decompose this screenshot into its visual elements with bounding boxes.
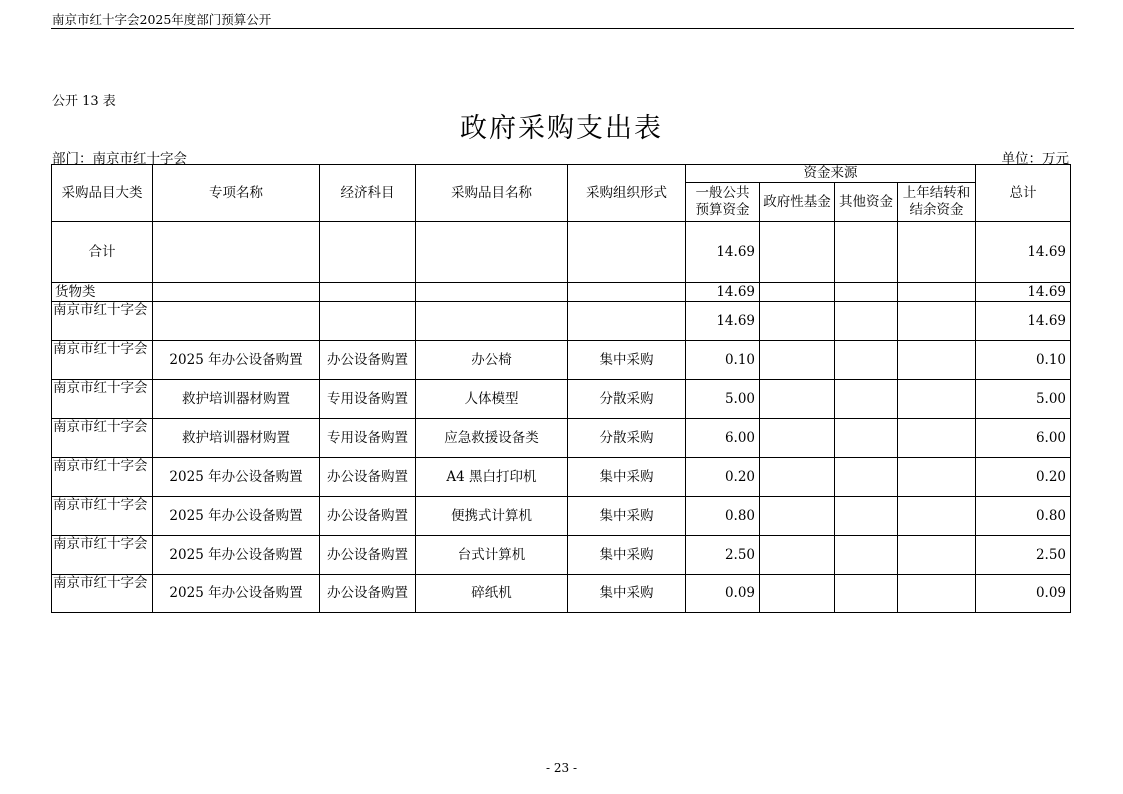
cell-economic: 专用设备购置 xyxy=(320,380,416,419)
cell-form: 集中采购 xyxy=(568,575,686,613)
table-row xyxy=(52,575,1071,613)
cell-form: 集中采购 xyxy=(568,458,686,497)
cell-gov-fund xyxy=(760,419,835,458)
cell-total: 0.20 xyxy=(976,458,1071,497)
table-row xyxy=(52,222,1071,283)
cell-general-budget: 0.10 xyxy=(686,341,760,380)
cell-project: 2025 年办公设备购置 xyxy=(153,575,320,613)
cell-total: 0.09 xyxy=(976,575,1071,613)
cell-economic: 办公设备购置 xyxy=(320,341,416,380)
page-number: - 23 - xyxy=(545,761,577,775)
cell-project: 2025 年办公设备购置 xyxy=(153,458,320,497)
cell-other-funds xyxy=(835,419,898,458)
header-general-budget xyxy=(686,183,760,222)
table-row xyxy=(52,497,1071,536)
cell-gov-fund xyxy=(760,302,835,341)
cell-total: 0.10 xyxy=(976,341,1071,380)
cell-economic xyxy=(320,302,416,341)
cell-project: 2025 年办公设备购置 xyxy=(153,536,320,575)
cell-gov-fund xyxy=(760,283,835,302)
cell-item: 碎纸机 xyxy=(416,575,568,613)
cell-total: 2.50 xyxy=(976,536,1071,575)
cell-category: 南京市红十字会 xyxy=(52,419,153,458)
header-form: 采购组织形式 xyxy=(568,165,686,222)
cell-general-budget: 0.09 xyxy=(686,575,760,613)
cell-form: 集中采购 xyxy=(568,497,686,536)
header-general-line2: 预算资金 xyxy=(695,202,750,218)
table-row xyxy=(52,341,1071,380)
cell-general-budget: 5.00 xyxy=(686,380,760,419)
header-item: 采购品目名称 xyxy=(416,165,568,222)
table-number: 公开 13 表 xyxy=(52,94,116,109)
header-carry-line2: 结余资金 xyxy=(909,202,964,218)
header-carryover xyxy=(898,183,976,222)
cell-economic: 办公设备购置 xyxy=(320,497,416,536)
cell-project xyxy=(153,302,320,341)
cell-economic: 办公设备购置 xyxy=(320,458,416,497)
header-carry-line1: 上年结转和 xyxy=(902,185,971,201)
cell-general-budget: 0.20 xyxy=(686,458,760,497)
cell-other-funds xyxy=(835,458,898,497)
header-project: 专项名称 xyxy=(153,165,320,222)
cell-category: 南京市红十字会 xyxy=(52,458,153,497)
cell-form xyxy=(568,302,686,341)
cell-item: A4 黑白打印机 xyxy=(416,458,568,497)
cell-form: 分散采购 xyxy=(568,419,686,458)
cell-other-funds xyxy=(835,497,898,536)
cell-total: 0.80 xyxy=(976,497,1071,536)
cell-general-budget: 2.50 xyxy=(686,536,760,575)
cell-gov-fund xyxy=(760,380,835,419)
cell-general-budget: 0.80 xyxy=(686,497,760,536)
header-general-line1: 一般公共 xyxy=(695,185,750,201)
cell-carryover xyxy=(898,536,976,575)
table-row xyxy=(52,458,1071,497)
cell-gov-fund xyxy=(760,341,835,380)
cell-form xyxy=(568,283,686,302)
header-other-funds: 其他资金 xyxy=(835,183,898,222)
cell-general-budget: 14.69 xyxy=(686,222,760,283)
cell-category: 南京市红十字会 xyxy=(52,497,153,536)
header-funding-source: 资金来源 xyxy=(686,165,976,183)
cell-other-funds xyxy=(835,302,898,341)
cell-carryover xyxy=(898,380,976,419)
procurement-table xyxy=(51,164,1071,613)
cell-total: 14.69 xyxy=(976,302,1071,341)
cell-gov-fund xyxy=(760,536,835,575)
header-economic: 经济科目 xyxy=(320,165,416,222)
header-total: 总计 xyxy=(976,165,1071,222)
cell-category: 南京市红十字会 xyxy=(52,536,153,575)
header-rule xyxy=(51,28,1074,29)
cell-project: 救护培训器材购置 xyxy=(153,380,320,419)
cell-carryover xyxy=(898,497,976,536)
cell-gov-fund xyxy=(760,575,835,613)
cell-carryover xyxy=(898,419,976,458)
cell-item: 办公椅 xyxy=(416,341,568,380)
cell-project xyxy=(153,222,320,283)
cell-carryover xyxy=(898,302,976,341)
cell-total: 6.00 xyxy=(976,419,1071,458)
cell-category: 南京市红十字会 xyxy=(52,341,153,380)
cell-other-funds xyxy=(835,283,898,302)
cell-general-budget: 6.00 xyxy=(686,419,760,458)
cell-item: 台式计算机 xyxy=(416,536,568,575)
cell-other-funds xyxy=(835,536,898,575)
running-header: 南京市红十字会2025年度部门预算公开 xyxy=(52,12,272,27)
cell-economic xyxy=(320,222,416,283)
cell-total: 14.69 xyxy=(976,222,1071,283)
cell-carryover xyxy=(898,283,976,302)
cell-economic: 办公设备购置 xyxy=(320,536,416,575)
cell-form xyxy=(568,222,686,283)
cell-item: 便携式计算机 xyxy=(416,497,568,536)
cell-category: 合计 xyxy=(52,222,153,283)
cell-category: 货物类 xyxy=(52,283,153,302)
cell-other-funds xyxy=(835,380,898,419)
cell-economic: 办公设备购置 xyxy=(320,575,416,613)
cell-total: 5.00 xyxy=(976,380,1071,419)
table-row xyxy=(52,419,1071,458)
cell-form: 集中采购 xyxy=(568,536,686,575)
cell-form: 集中采购 xyxy=(568,341,686,380)
cell-category: 南京市红十字会 xyxy=(52,575,153,613)
cell-economic xyxy=(320,283,416,302)
unit-label: 单位：万元 xyxy=(1001,151,1069,167)
cell-total: 14.69 xyxy=(976,283,1071,302)
cell-form: 分散采购 xyxy=(568,380,686,419)
cell-other-funds xyxy=(835,222,898,283)
cell-item xyxy=(416,222,568,283)
cell-gov-fund xyxy=(760,497,835,536)
cell-item: 应急救援设备类 xyxy=(416,419,568,458)
table-row xyxy=(52,302,1071,341)
cell-category: 南京市红十字会 xyxy=(52,302,153,341)
page-title: 政府采购支出表 xyxy=(460,113,663,144)
cell-gov-fund xyxy=(760,458,835,497)
cell-carryover xyxy=(898,458,976,497)
header-gov-fund: 政府性基金 xyxy=(760,183,835,222)
cell-economic: 专用设备购置 xyxy=(320,419,416,458)
cell-project: 救护培训器材购置 xyxy=(153,419,320,458)
cell-category: 南京市红十字会 xyxy=(52,380,153,419)
cell-item xyxy=(416,283,568,302)
cell-general-budget: 14.69 xyxy=(686,283,760,302)
cell-other-funds xyxy=(835,575,898,613)
cell-carryover xyxy=(898,341,976,380)
cell-item: 人体模型 xyxy=(416,380,568,419)
cell-other-funds xyxy=(835,341,898,380)
cell-project xyxy=(153,283,320,302)
table-row xyxy=(52,380,1071,419)
cell-project: 2025 年办公设备购置 xyxy=(153,341,320,380)
cell-general-budget: 14.69 xyxy=(686,302,760,341)
cell-carryover xyxy=(898,222,976,283)
department-label: 部门：南京市红十字会 xyxy=(52,151,187,167)
cell-gov-fund xyxy=(760,222,835,283)
cell-item xyxy=(416,302,568,341)
cell-project: 2025 年办公设备购置 xyxy=(153,497,320,536)
table-row xyxy=(52,283,1071,302)
table-row xyxy=(52,536,1071,575)
cell-carryover xyxy=(898,575,976,613)
header-category: 采购品目大类 xyxy=(52,165,153,222)
